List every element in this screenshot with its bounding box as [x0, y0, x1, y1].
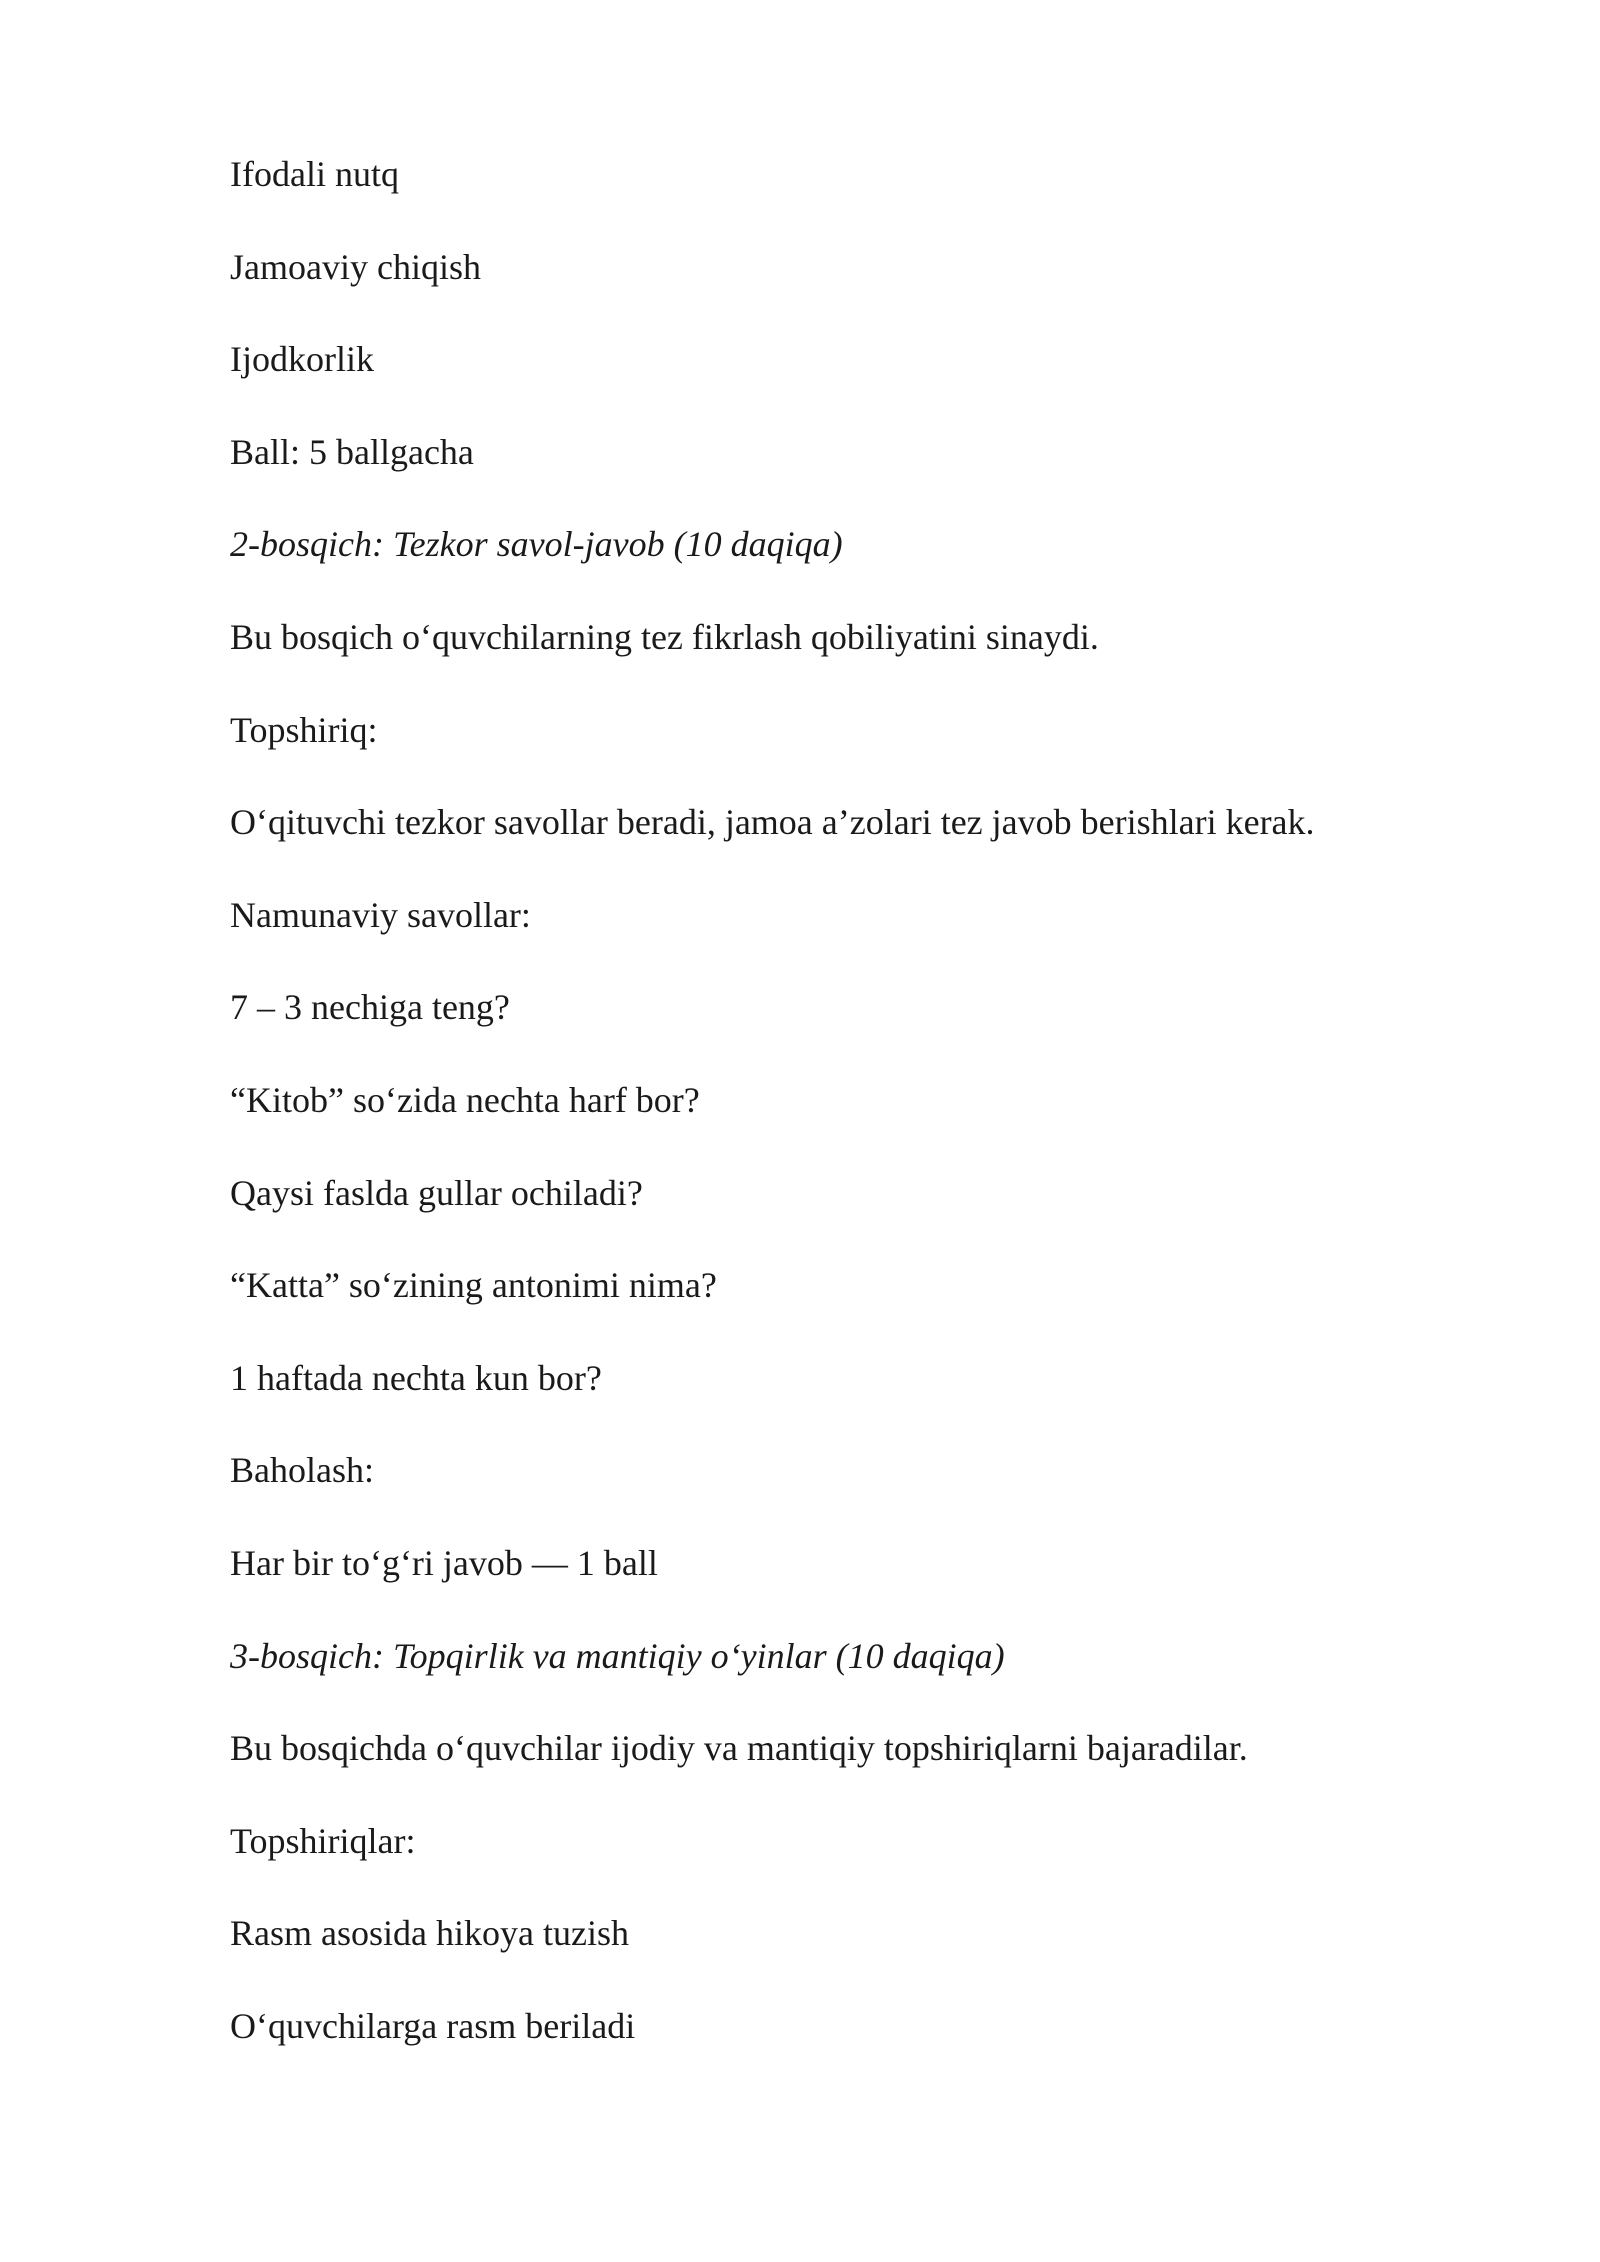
paragraph: Ijodkorlik: [230, 339, 374, 380]
paragraph: Topshiriq:: [230, 709, 378, 750]
paragraph: Baholash:: [230, 1450, 374, 1491]
list-item: “Kitob” so‘zida nechta harf bor?: [230, 1079, 700, 1120]
paragraph: O‘quvchilarga rasm beriladi: [230, 2005, 636, 2046]
list-item: 7 – 3 nechiga teng?: [230, 987, 510, 1028]
paragraph: Namunaviy savollar:: [230, 894, 531, 935]
list-item: Qaysi faslda gullar ochiladi?: [230, 1172, 643, 1213]
paragraph: Bu bosqichda o‘quvchilar ijodiy va mantiqiy topshiriqlarni bajaradilar.: [230, 1728, 1248, 1769]
paragraph: Ifodali nutq: [230, 154, 399, 194]
paragraph: Har bir to‘g‘ri javob — 1 ball: [230, 1542, 658, 1583]
list-item: 1 haftada nechta kun bor?: [230, 1357, 602, 1398]
paragraph: Jamoaviy chiqish: [230, 246, 481, 287]
paragraph: O‘qituvchi tezkor savollar beradi, jamoa a’zolari tez javob berishlari kerak.: [230, 802, 1315, 843]
section-heading: 3-bosqich: Topqirlik va mantiqiy o‘yinlar (10 daqiqa): [230, 1635, 1005, 1676]
document-body: [230, 150, 1430, 2094]
list-item: Rasm asosida hikoya tuzish: [230, 1913, 629, 1954]
paragraph: Topshiriqlar:: [230, 1820, 416, 1861]
paragraph: Bu bosqich o‘quvchilarning tez fikrlash qobiliyatini sinaydi.: [230, 616, 1099, 657]
list-item: “Katta” so‘zining antonimi nima?: [230, 1265, 717, 1306]
section-heading: 2-bosqich: Tezkor savol-javob (10 daqiqa): [230, 524, 843, 565]
paragraph: Ball: 5 ballgacha: [230, 431, 474, 472]
